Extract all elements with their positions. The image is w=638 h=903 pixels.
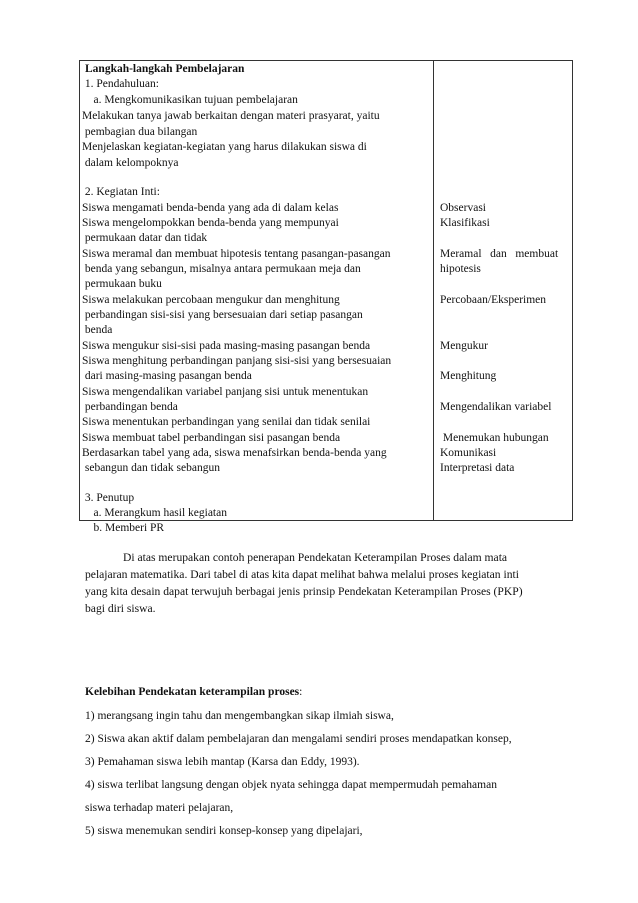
table-column-divider [433, 60, 434, 521]
table-left-line: permukaan datar dan tidak [82, 232, 208, 244]
table-left-line: Siswa mengamati benda-benda yang ada di dalam kelas [82, 202, 339, 214]
table-left-line: sebangun dan tidak sebangun [82, 462, 220, 474]
table-left-line: Siswa meramal dan membuat hipotesis tentang pasangan-pasangan [82, 248, 391, 260]
table-left-line: Siswa menentukan perbandingan yang senilai dan tidak senilai [82, 416, 371, 428]
table-left-line: 3. Penutup [82, 492, 135, 504]
table-left-line: 1. Pendahuluan: [82, 78, 159, 90]
table-right-line: hipotesis [440, 263, 481, 275]
advantage-item: 3) Pemahaman siswa lebih mantap (Karsa dan Eddy, 1993). [85, 756, 360, 768]
table-right-line: Interpretasi data [440, 462, 515, 474]
advantage-item: 5) siswa menemukan sendiri konsep-konsep yang dipelajari, [85, 825, 363, 837]
table-right-line: Percobaan/Eksperimen [440, 294, 547, 306]
table-left-line: benda [82, 324, 113, 336]
table-left-line: Siswa mengukur sisi-sisi pada masing-masing pasangan benda [82, 340, 371, 352]
table-left-line: perbandingan benda [82, 401, 178, 413]
paragraph-line: yang kita desain dapat terwujuh berbagai jenis prinsip Pendekatan Keterampilan Proses (PKP) [85, 585, 523, 598]
table-left-line: 2. Kegiatan Inti: [82, 186, 160, 198]
advantage-item: 4) siswa terlibat langsung dengan objek nyata sehingga dapat mempermudah pemahaman [85, 779, 497, 791]
advantage-item: 1) merangsang ingin tahu dan mengembangkan sikap ilmiah siswa, [85, 710, 394, 722]
table-left-line: a. Mengkomunikasikan tujuan pembelajaran [82, 94, 298, 106]
table-right-line: Mengendalikan variabel [440, 401, 552, 413]
table-right-line: Mengukur [440, 340, 488, 352]
table-left-line: Melakukan tanya jawab berkaitan dengan materi prasyarat, yaitu [82, 110, 380, 122]
table-left-line: perbandingan sisi-sisi yang bersesuaian dari setiap pasangan [82, 309, 363, 321]
table-left-line: Menjelaskan kegiatan-kegiatan yang harus dilakukan siswa di [82, 141, 367, 153]
table-left-line: b. Memberi PR [82, 522, 165, 534]
advantage-item: 2) Siswa akan aktif dalam pembelajaran dan mengalami sendiri proses mendapatkan konsep, [85, 733, 512, 745]
advantages-heading-colon: : [299, 686, 303, 698]
table-right-line: Menghitung [440, 370, 497, 382]
table-right-line: Menemukan hubungan [440, 432, 549, 444]
table-right-line: Klasifikasi [440, 217, 490, 229]
table-right-line: Komunikasi [440, 447, 497, 459]
table-right-line: Observasi [440, 202, 486, 214]
table-left-line: Siswa membuat tabel perbandingan sisi pasangan benda [82, 432, 341, 444]
explanation-paragraph [85, 549, 585, 617]
paragraph-line: Di atas merupakan contoh penerapan Pendekatan Keterampilan Proses dalam mata [123, 551, 508, 564]
advantages-heading-row [85, 684, 302, 700]
table-left-line: dari masing-masing pasangan benda [82, 370, 252, 382]
table-left-line: a. Merangkum hasil kegiatan [82, 507, 227, 519]
paragraph-line: pelajaran matematika. Dari tabel di atas kita dapat melihat bahwa melalui proses kegiatan inti [85, 568, 519, 581]
advantages-heading: Kelebihan Pendekatan keterampilan proses [85, 686, 300, 698]
table-left-line: Berdasarkan tabel yang ada, siswa menafsirkan benda-benda yang [82, 447, 387, 459]
table-left-line: Siswa melakukan percobaan mengukur dan menghitung [82, 294, 340, 306]
table-left-line: Siswa menghitung perbandingan panjang sisi-sisi yang bersesuaian [82, 355, 392, 367]
table-left-line: Siswa mengelompokkan benda-benda yang mempunyai [82, 217, 339, 229]
paragraph-line: bagi diri siswa. [85, 602, 156, 615]
table-left-line: permukaan buku [82, 278, 162, 290]
table-right-line: Meramal dan membuat [440, 248, 559, 260]
advantage-item: siswa terhadap materi pelajaran, [85, 802, 234, 814]
table-left-line: benda yang sebangun, misalnya antara permukaan meja dan [82, 263, 361, 275]
table-left-line: pembagian dua bilangan [82, 126, 198, 138]
table-left-line: dalam kelompoknya [82, 157, 179, 169]
table-header: Langkah-langkah Pembelajaran [85, 63, 245, 75]
table-left-line: Siswa mengendalikan variabel panjang sisi untuk menentukan [82, 386, 369, 398]
